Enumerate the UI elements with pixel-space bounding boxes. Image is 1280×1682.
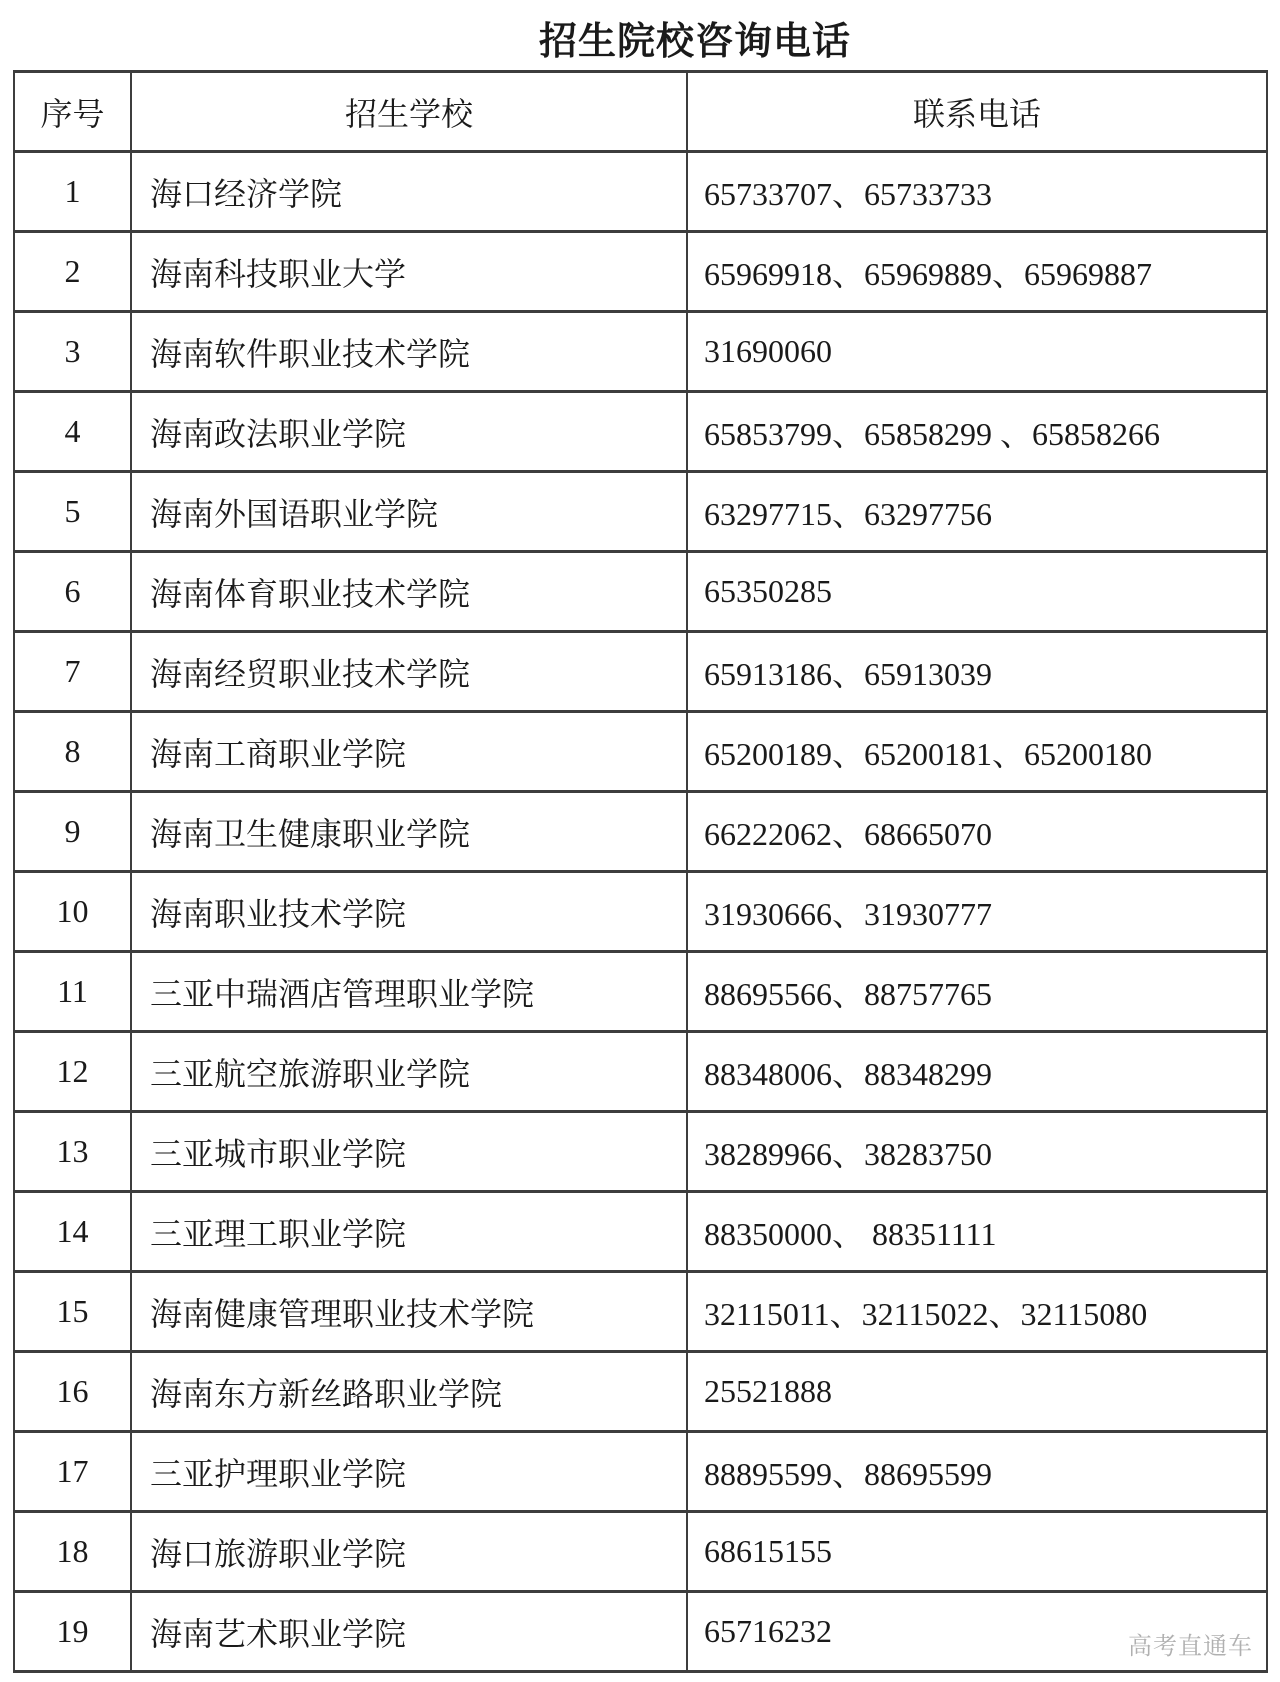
table-row <box>14 1592 1267 1672</box>
row-school-name: 海南艺术职业学院 <box>131 1592 687 1672</box>
header-serial-number: 序号 <box>14 72 131 152</box>
table-row <box>14 792 1267 872</box>
row-serial-number: 14 <box>14 1192 131 1272</box>
row-phone-numbers: 31690060 <box>687 312 1267 392</box>
row-school-name: 海南东方新丝路职业学院 <box>131 1352 687 1432</box>
row-serial-number: 5 <box>14 472 131 552</box>
header-school: 招生学校 <box>131 72 687 152</box>
row-school-name: 海南体育职业技术学院 <box>131 552 687 632</box>
table-row <box>14 632 1267 712</box>
row-serial-number: 16 <box>14 1352 131 1432</box>
table-row <box>14 1112 1267 1192</box>
row-phone-numbers: 88350000、 88351111 <box>687 1192 1267 1272</box>
row-school-name: 海南科技职业大学 <box>131 232 687 312</box>
row-school-name: 三亚城市职业学院 <box>131 1112 687 1192</box>
table-body <box>14 152 1267 1672</box>
watermark: 高考直通车 <box>1128 1634 1253 1660</box>
header-phone: 联系电话 <box>687 72 1267 152</box>
row-phone-numbers: 32115011、32115022、32115080 <box>687 1272 1267 1352</box>
row-phone-numbers: 88695566、88757765 <box>687 952 1267 1032</box>
table-row <box>14 232 1267 312</box>
phone-table <box>13 70 1268 1673</box>
row-serial-number: 1 <box>14 152 131 232</box>
row-phone-numbers: 25521888 <box>687 1352 1267 1432</box>
row-phone-numbers: 65853799、65858299 、65858266 <box>687 392 1267 472</box>
table-row <box>14 952 1267 1032</box>
row-phone-numbers: 65733707、65733733 <box>687 152 1267 232</box>
table-row <box>14 1432 1267 1512</box>
table-row <box>14 712 1267 792</box>
row-school-name: 三亚航空旅游职业学院 <box>131 1032 687 1112</box>
row-serial-number: 13 <box>14 1112 131 1192</box>
row-phone-numbers: 65716232 <box>687 1592 1267 1672</box>
row-school-name: 海南健康管理职业技术学院 <box>131 1272 687 1352</box>
table-row <box>14 1272 1267 1352</box>
table-row <box>14 472 1267 552</box>
row-serial-number: 15 <box>14 1272 131 1352</box>
row-serial-number: 3 <box>14 312 131 392</box>
row-serial-number: 2 <box>14 232 131 312</box>
row-serial-number: 12 <box>14 1032 131 1112</box>
row-school-name: 海南外国语职业学院 <box>131 472 687 552</box>
header-row <box>14 72 1267 152</box>
row-school-name: 海南经贸职业技术学院 <box>131 632 687 712</box>
row-school-name: 海口经济学院 <box>131 152 687 232</box>
row-serial-number: 8 <box>14 712 131 792</box>
row-phone-numbers: 38289966、38283750 <box>687 1112 1267 1192</box>
table-row <box>14 1192 1267 1272</box>
row-serial-number: 9 <box>14 792 131 872</box>
row-phone-numbers: 66222062、68665070 <box>687 792 1267 872</box>
row-school-name: 三亚理工职业学院 <box>131 1192 687 1272</box>
table-row <box>14 872 1267 952</box>
page-title: 招生院校咨询电话 <box>538 21 851 63</box>
row-phone-numbers: 88895599、88695599 <box>687 1432 1267 1512</box>
row-school-name: 三亚护理职业学院 <box>131 1432 687 1512</box>
row-school-name: 海南职业技术学院 <box>131 872 687 952</box>
row-serial-number: 17 <box>14 1432 131 1512</box>
row-school-name: 海口旅游职业学院 <box>131 1512 687 1592</box>
row-school-name: 海南卫生健康职业学院 <box>131 792 687 872</box>
row-serial-number: 11 <box>14 952 131 1032</box>
row-serial-number: 10 <box>14 872 131 952</box>
table-row <box>14 392 1267 472</box>
row-school-name: 海南工商职业学院 <box>131 712 687 792</box>
row-phone-numbers: 65350285 <box>687 552 1267 632</box>
row-phone-numbers: 31930666、31930777 <box>687 872 1267 952</box>
row-phone-numbers: 63297715、63297756 <box>687 472 1267 552</box>
row-school-name: 三亚中瑞酒店管理职业学院 <box>131 952 687 1032</box>
table-row <box>14 1512 1267 1592</box>
row-phone-numbers: 65969918、65969889、65969887 <box>687 232 1267 312</box>
row-serial-number: 7 <box>14 632 131 712</box>
table-row <box>14 152 1267 232</box>
table-row <box>14 1352 1267 1432</box>
table-row <box>14 1032 1267 1112</box>
table-row <box>14 552 1267 632</box>
row-phone-numbers: 68615155 <box>687 1512 1267 1592</box>
table-row <box>14 312 1267 392</box>
row-school-name: 海南软件职业技术学院 <box>131 312 687 392</box>
row-school-name: 海南政法职业学院 <box>131 392 687 472</box>
table-header <box>14 72 1267 152</box>
row-serial-number: 19 <box>14 1592 131 1672</box>
row-serial-number: 4 <box>14 392 131 472</box>
row-phone-numbers: 88348006、88348299 <box>687 1032 1267 1112</box>
row-serial-number: 6 <box>14 552 131 632</box>
row-phone-numbers: 65200189、65200181、65200180 <box>687 712 1267 792</box>
row-serial-number: 18 <box>14 1512 131 1592</box>
row-phone-numbers: 65913186、65913039 <box>687 632 1267 712</box>
